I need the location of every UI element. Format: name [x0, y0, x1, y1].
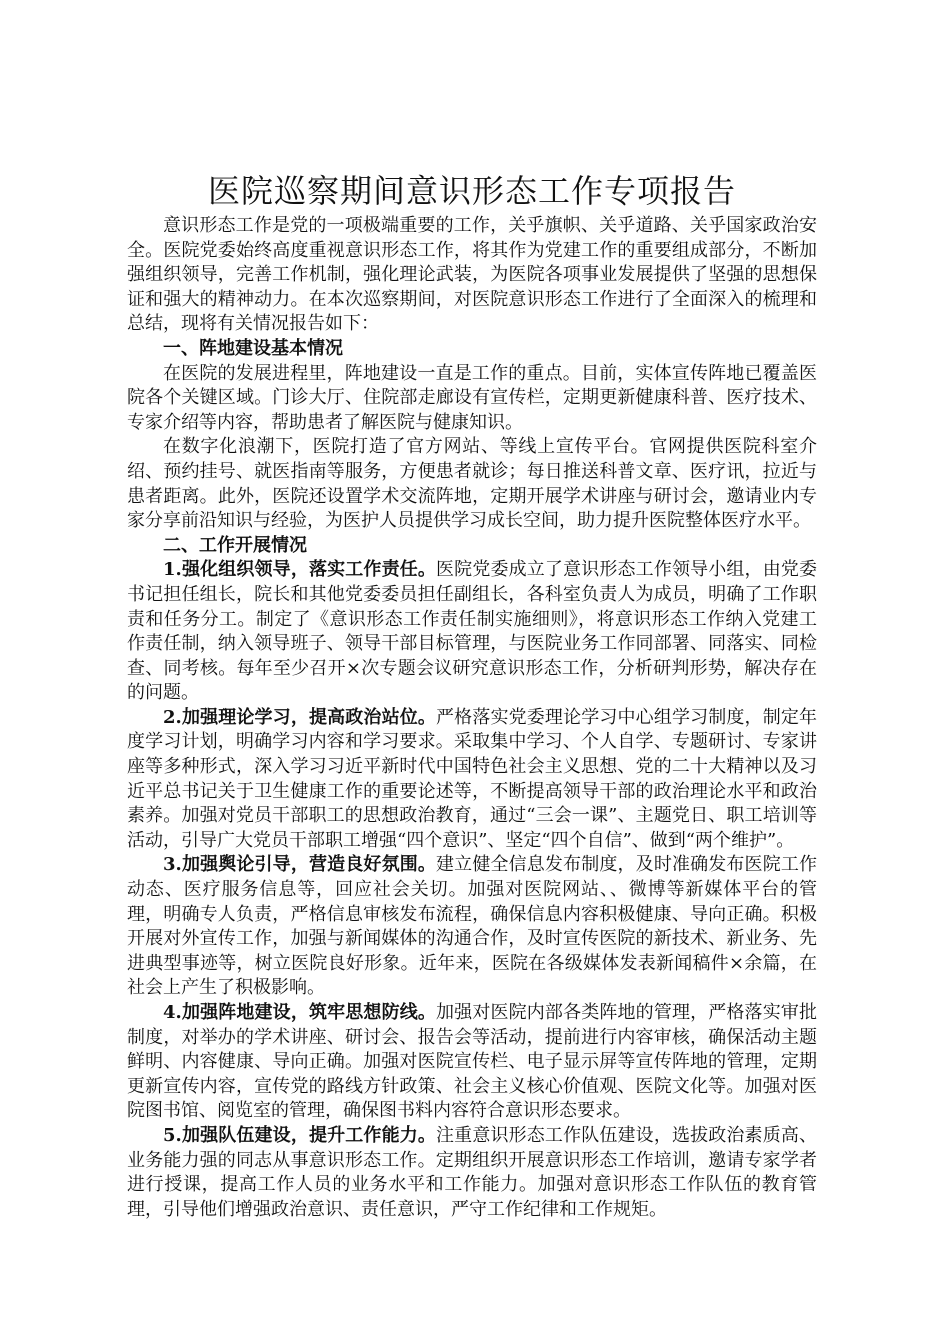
- work-item-1: [127, 558, 817, 706]
- work-item-3-lead: 3.加强舆论引导，营造良好氛围。: [163, 854, 437, 876]
- work-item-5-text: 注重意识形态工作队伍建设，选拔政治素质高、业务能力强的同志从事意识形态工作。定期组织开展意识形态工作培训，邀请专家学者进行授课，提高工作人员的业务水平和工作能力。加强对意识形态工作队伍的教育管理，引导他们增强政治意识、责任意识，严守工作纪律和工作规矩。: [127, 1124, 818, 1220]
- work-item-4: [127, 1001, 817, 1124]
- report-title: 医院巡察期间意识形态工作专项报告: [207, 172, 736, 210]
- work-item-1-text: 医院党委成立了意识形态工作领导小组，由党委书记担任组长，院长和其他党委委员担任副组长，各科室负责人为成员，明确了工作职责和任务分工。制定了《意识形态工作责任制实施细则》，将意识形态工作纳入党建工作责任制，纳入领导班子、领导干部目标管理，与医院业务工作同部署、同落实、同检查、同考核。每年至少召开×次专题会议研究意识形态工作，分析研判形势，解决存在的问题。: [127, 559, 818, 704]
- work-item-4-lead: 4.加强阵地建设，筑牢思想防线。: [163, 1002, 437, 1023]
- section-heading-2: 二、工作开展情况: [163, 534, 307, 556]
- work-item-2-lead: 2.加强理论学习，提高政治站位。: [163, 706, 437, 728]
- work-item-3-text: 建立健全信息发布制度，及时准确发布医院工作动态、医疗服务信息等，回应社会关切。加强对医院网站、、微博等新媒体平台的管理，明确专人负责，严格信息审核发布流程，确保信息内容积极健康、导向正确。积极开展对外宣传工作，加强与新闻媒体的沟通合作，及时宣传医院的新技术、新业务、先进典型事迹等，树立医院良好形象。近年来，医院在各级媒体发表新闻稿件×余篇，在社会上产生了积极影响。: [127, 854, 818, 999]
- work-item-2: [127, 706, 817, 854]
- report-page: [127, 168, 817, 1222]
- work-item-4-text: 加强对医院内部各类阵地的管理，严格落实审批制度，对举办的学术讲座、研讨会、报告会等活动，提前进行内容审核，确保活动主题鲜明、内容健康、导向正确。加强对医院宣传栏、电子显示屏等宣传阵地的管理，定期更新宣传内容，宣传党的路线方针政策、社会主义核心价值观、医院文化等。加强对医院图书馆、阅览室的管理，确保图书料内容符合意识形态要求。: [127, 1002, 818, 1122]
- work-item-3: [127, 853, 817, 1001]
- work-item-5-lead: 5.加强队伍建设，提升工作能力。: [163, 1124, 437, 1146]
- intro-paragraph: 意识形态工作是党的一项极端重要的工作，关乎旗帜、关乎道路、关乎国家政治安全。医院党委始终高度重视意识形态工作，将其作为党建工作的重要组成部分，不断加强组织领导，完善工作机制，强化理论武装，为医院各项事业发展提供了坚强的思想保证和强大的精神动力。在本次巡察期间，对医院意识形态工作进行了全面深入的梳理和总结，现将有关情况报告如下：: [127, 215, 817, 335]
- section1-paragraph-1: 在医院的发展进程里，阵地建设一直是工作的重点。目前，实体宣传阵地已覆盖医院各个关键区域。门诊大厅、住院部走廊设有宣传栏，定期更新健康科普、医疗技术、专家介绍等内容，帮助患者了解医院与健康知识。: [127, 362, 817, 433]
- section1-paragraph-2: 在数字化浪潮下，医院打造了官方网站、等线上宣传平台。官网提供医院科室介绍、预约挂号、就医指南等服务，方便患者就诊；每日推送科普文章、医疗讯，拉近与患者距离。此外，医院还设置学术交流阵地，定期开展学术讲座与研讨会，邀请业内专家分享前沿知识与经验，为医护人员提供学习成长空间，助力提升医院整体医疗水平。: [127, 436, 817, 532]
- work-item-1-lead: 1.强化组织领导，落实工作责任。: [163, 559, 437, 581]
- work-item-5: [127, 1124, 817, 1222]
- section-heading-1: 一、阵地建设基本情况: [163, 337, 343, 359]
- work-item-2-text: 严格落实党委理论学习中心组学习制度，制定年度学习计划，明确学习内容和学习要求。采取集中学习、个人自学、专题研讨、专家讲座等多种形式，深入学习习近平新时代中国特色社会主义思想、党的二十大精神以及习近平总书记关于卫生健康工作的重要论述等，不断提高领导干部的政治理论水平和政治素养。加强对党员干部职工的思想政治教育，通过“三会一课”、主题党日、职工培训等活动，引导广大党员干部职工增强“四个意识”、坚定“四个自信”、做到“两个维护”。: [127, 706, 818, 851]
